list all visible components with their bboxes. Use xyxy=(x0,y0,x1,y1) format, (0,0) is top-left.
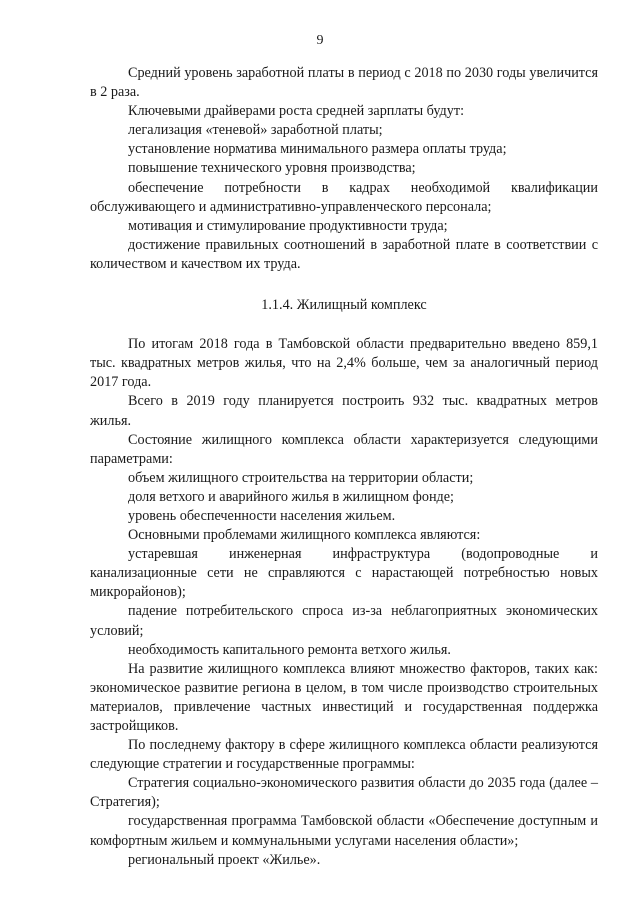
page-body xyxy=(90,64,598,870)
paragraph-2019-plan: Всего в 2019 году планируется построить 932 тыс. квадратных метров жилья. xyxy=(90,393,598,429)
page-number: 9 xyxy=(316,33,324,48)
paragraph-avg-salary: Средний уровень заработной платы в период с 2018 по 2030 годы увеличится в 2 раза. xyxy=(90,65,598,101)
paragraph-2018-results: По итогам 2018 года в Тамбовской области предварительно введено 859,1 тыс. квадратных метров жилья, что на 2,4% больше, чем за аналогичный период 2017 года. xyxy=(90,336,598,391)
list-item-staffing: обеспечение потребности в кадрах необходимой квалификации обслуживающего и административно-управленческого персонала; xyxy=(90,179,598,215)
list-item-min-wage: установление норматива минимального размера оплаты труда; xyxy=(128,141,507,158)
list-item-construction-volume: объем жилищного строительства на территории области; xyxy=(128,469,474,486)
list-item-repair-need: необходимость капитального ремонта ветхого жилья. xyxy=(128,641,451,658)
list-item-wage-ratio: достижение правильных соотношений в заработной плате в соответствии с количеством и качеством их труда. xyxy=(90,236,598,272)
paragraph-housing-state: Состояние жилищного комплекса области характеризуется следующими параметрами: xyxy=(90,431,598,467)
list-item-legalization: легализация «теневой» заработной платы; xyxy=(128,122,383,139)
section-heading: 1.1.4. Жилищный комплекс xyxy=(261,297,427,314)
list-item-housing-provision: уровень обеспеченности населения жильем. xyxy=(128,507,396,524)
paragraph-salary-drivers: Ключевыми драйверами роста средней зарплаты будут: xyxy=(128,103,465,120)
list-item-strategy: Стратегия социально-экономического развития области до 2035 года (далее – Стратегия); xyxy=(90,775,598,811)
list-item-dilapidated-share: доля ветхого и аварийного жилья в жилищном фонде; xyxy=(128,488,454,505)
paragraph-main-problems: Основными проблемами жилищного комплекса являются: xyxy=(128,527,481,544)
list-item-demand-drop: падение потребительского спроса из-за неблагоприятных экономических условий; xyxy=(90,603,598,639)
list-item-tech-level: повышение технического уровня производства; xyxy=(128,160,416,177)
list-item-motivation: мотивация и стимулирование продуктивности труда; xyxy=(128,217,448,234)
list-item-state-program: государственная программа Тамбовской области «Обеспечение доступным и комфортным жильем и коммунальными услугами населения области»; xyxy=(90,813,598,849)
paragraph-programs: По последнему фактору в сфере жилищного комплекса области реализуются следующие стратегии и государственные программы: xyxy=(90,737,598,773)
list-item-regional-project: региональный проект «Жилье». xyxy=(128,851,321,868)
list-item-infrastructure: устаревшая инженерная инфраструктура (водопроводные и канализационные сети не справляются с нарастающей потребностью новых микрорайонов); xyxy=(90,546,598,601)
paragraph-factors: На развитие жилищного комплекса влияют множество факторов, таких как: экономическое развитие региона в целом, в том числе производство строительных материалов, привлечение частных инвестиций и государственная поддержка застройщиков. xyxy=(90,660,598,734)
